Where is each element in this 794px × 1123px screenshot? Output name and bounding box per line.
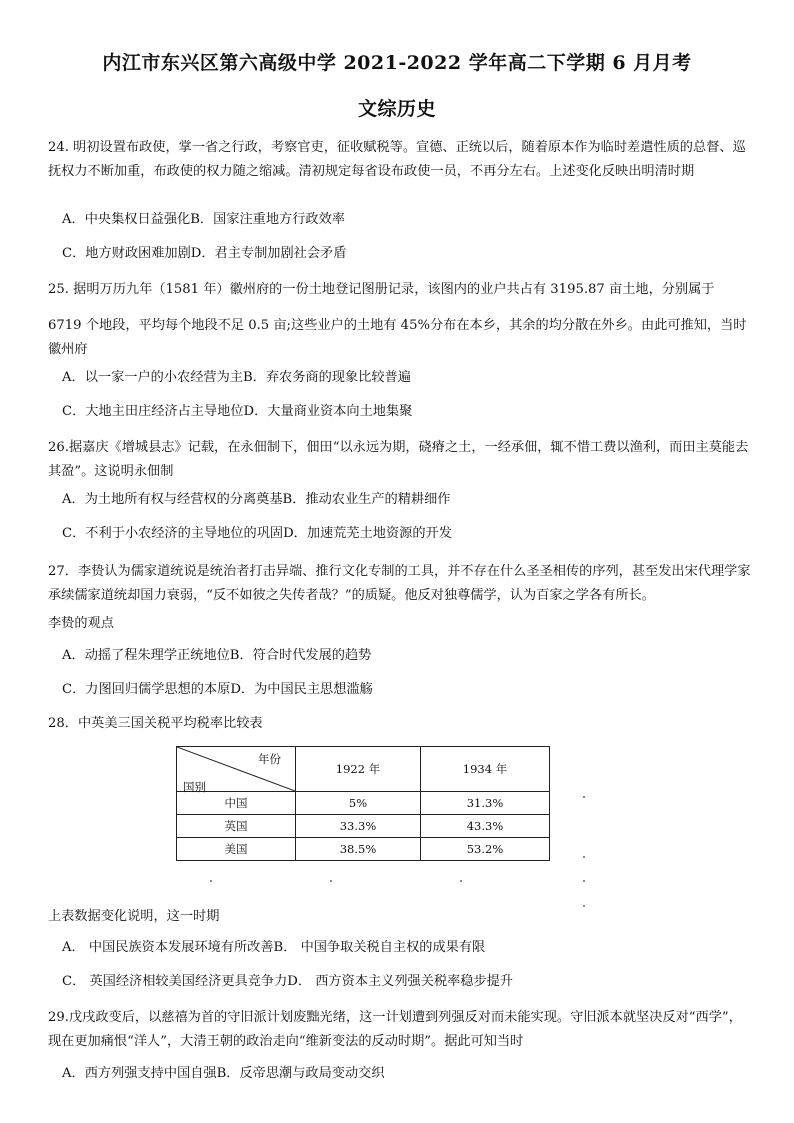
question-27-options-cd: C．力图回归儒学思想的本原D．为中国民主思想滥觞 [62,682,373,697]
question-28-options-cd: C． 英国经济相较美国经济更具竞争力D． 西方资本主义列强关税率稳步提升 [62,974,514,989]
scan-dot [583,796,585,798]
question-29-stem: 29.戊戌政变后，以慈禧为首的守旧派计划废黜光绪，这一计划遭到列强反对而未能实现。守旧派本就坚决反对“西学”，现在更加痛恨“洋人”，大清王朝的政治走向“维新变法的反动时期”。据此可知当时 [48,1010,742,1049]
row-country: 中国 [177,792,296,815]
question-25-stem-line2: 6719 个地段，平均每个地段不足 0.5 亩;这些业户的土地有 45%分布在本乡，其余的均分散在外乡。由此可推知，当时徽州府 [48,318,747,357]
scan-dot [583,880,585,882]
header-year-1922: 1922 年 [296,747,421,792]
tariff-table [176,746,550,861]
header-country-label: 国别 [183,780,206,794]
exam-title: 内江市东兴区第六高级中学 2021-2022 学年高二下学期 6 月月考 [102,52,692,74]
question-28-stem-tail: 上表数据变化说明，这一时期 [48,909,220,924]
row-country: 美国 [177,838,296,861]
question-24-options-ab: A．中央集权日益强化B．国家注重地方行政效率 [62,212,345,227]
cell-1934: 31.3% [421,792,550,815]
scan-dot [330,880,332,882]
header-year-label: 年份 [258,752,281,766]
question-27-options-ab: A．动摇了程朱理学正统地位B．符合时代发展的趋势 [62,648,372,663]
question-24-options-cd: C．地方财政困难加剧D．君主专制加剧社会矛盾 [62,246,347,261]
scan-dot [210,880,212,882]
question-24-stem: 24. 明初设置布政使，掌一省之行政，考察官吏，征收赋税等。宣德、正统以后，随着原本作为临时差遣性质的总督、巡抚权力不断加重，布政使的权力随之缩减。清初规定每省设布政使一员，不再分左右。上述变化反映出明清时期 [48,140,746,179]
scan-dot [460,880,462,882]
cell-1934: 43.3% [421,815,550,838]
question-26-stem: 26.据嘉庆《增城县志》记载，在永佃制下，佃田“以永远为期，硗瘠之土，一经承佃，辄不惜工费以渔利，而田主莫能去其盈”。这说明永佃制 [48,440,749,479]
question-28-stem: 28．中英美三国关税平均税率比较表 [48,716,263,731]
question-25-options-cd: C．大地主田庄经济占主导地位D．大量商业资本向土地集聚 [62,404,413,419]
table-row [177,838,550,861]
question-27-stem-tail: 李贽的观点 [48,616,114,631]
row-country: 英国 [177,815,296,838]
cell-1934: 53.2% [421,838,550,861]
exam-subject: 文综历史 [357,98,436,120]
table-row [177,815,550,838]
cell-1922: 33.3% [296,815,421,838]
table-header-row [177,747,550,792]
cell-1922: 5% [296,792,421,815]
question-27-stem: 27．李贽认为儒家道统说是统治者打击异端、推行文化专制的工具，并不存在什么圣圣相传的序列，甚至发出宋代理学家承续儒家道统却国力衰弱，“反不如彼之失传者哉？”的质疑。他反对独尊儒学，认为百家之学各有所长。 [48,564,751,603]
question-29-options-ab: A．西方列强支持中国自强B．反帝思潮与政局变动交织 [62,1066,385,1081]
table-corner-cell [177,747,296,792]
question-28-options-ab: A． 中国民族资本发展环境有所改善B． 中国争取关税自主权的成果有限 [62,940,486,955]
table-row [177,792,550,815]
scan-dot [583,856,585,858]
question-26-options-cd: C．不利于小农经济的主导地位的巩固D．加速荒芜土地资源的开发 [62,526,452,541]
header-year-1934: 1934 年 [421,747,550,792]
cell-1922: 38.5% [296,838,421,861]
question-25-stem-line1: 25. 据明万历九年（1581 年）徽州府的一份土地登记图册记录，该图内的业户共占有 3195.87 亩土地，分别属于 [48,282,715,297]
question-26-options-ab: A．为土地所有权与经营权的分离奠基B．推动农业生产的精耕细作 [62,492,451,507]
question-25-options-ab: A．以一家一户的小农经营为主B．弃农务商的现象比较普遍 [62,370,411,385]
